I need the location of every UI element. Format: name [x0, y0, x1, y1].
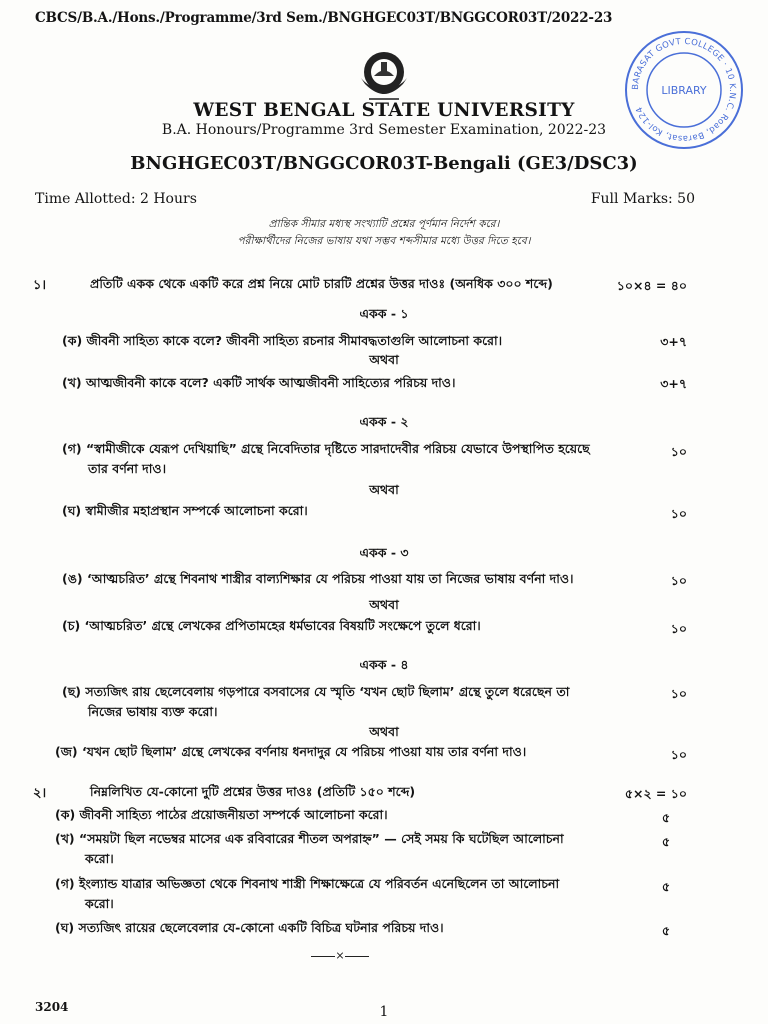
question-1e-marks: ১০ [670, 573, 687, 588]
question-2d-marks: ৫ [661, 923, 670, 938]
question-2b-text-line-2: করো। [85, 851, 114, 866]
question-2-marks: ৫×২ = ১০ [624, 786, 687, 801]
stamp-library-text: LIBRARY [661, 84, 707, 97]
question-2d-text: (ঘ) সত্যজিৎ রায়ের ছেলেবেলার যে-কোনো একটি বিচিত্র ঘটনার পরিচয় দাও। [55, 920, 444, 935]
time-allotted: Time Allotted: 2 Hours [35, 191, 197, 207]
course-code: CBCS/B.A./Hons./Programme/3rd Sem./BNGHGEC03T/BNGGCOR03T/2022-23 [35, 10, 613, 26]
question-1a-marks: ৩+৭ [660, 334, 687, 349]
question-1h-text: (জ) ‘যখন ছোট ছিলাম’ গ্রন্থে লেখকের বর্ণনায় ধনদাদুর যে পরিচয় পাওয়া যায় তার বর্ণনা দাও। [55, 744, 527, 759]
question-1b-text: (খ) আত্মজীবনী কাকে বলে? একটি সার্থক আত্মজীবনী সাহিত্যের পরিচয় দাও। [62, 375, 456, 390]
question-2b-text-line-1: (খ) “সময়টা ছিল নভেম্বর মাসের এক রবিবারের শীতল অপরাহ্ন” — সেই সময় কি ঘটেছিল আলোচনা [55, 831, 564, 846]
unit-3-title: একক - ৩ [359, 545, 409, 560]
instruction-line-1: প্রান্তিক সীমার মধ্যস্থ সংখ্যাটি প্রশ্নের পূর্ণমান নির্দেশ করে। [268, 218, 500, 230]
question-1b-marks: ৩+৭ [660, 376, 687, 391]
footer-code: 3204 [35, 1000, 69, 1014]
page-number: 1 [379, 1004, 389, 1020]
or-label: অথবা [369, 352, 399, 367]
stamp-ring-text: BARASAT GOVT COLLEGE · 10 K.N.C. Road, Barasat, Kol-124 [630, 36, 738, 144]
question-1h-marks: ১০ [670, 747, 687, 762]
question-2a-text: (ক) জীবনী সাহিত্য পাঠের প্রয়োজনীয়তা সম্পর্কে আলোচনা করো। [55, 807, 388, 822]
question-1g-text-line-1: (ছ) সত্যজিৎ রায় ছেলেবেলায় গড়পারে বসবাসের যে স্মৃতি ‘যখন ছোট ছিলাম’ গ্রন্থে তুলে ধরেছেন তা [62, 684, 570, 699]
question-1g-marks: ১০ [670, 686, 687, 701]
question-1e-text: (ঙ) ‘আত্মচরিত’ গ্রন্থে শিবনাথ শাস্ত্রীর বাল্যশিক্ষার যে পরিচয় পাওয়া যায় তা নিজের ভাষায় বর্ণনা দাও। [62, 571, 574, 586]
end-mark-symbol: × [335, 949, 345, 962]
university-name: WEST BENGAL STATE UNIVERSITY [193, 100, 575, 121]
question-2a-marks: ৫ [661, 810, 670, 825]
question-1f-text: (চ) ‘আত্মচরিত’ গ্রন্থে লেখকের প্রপিতামহের ধর্মভাবের বিষয়টি সংক্ষেপে তুলে ধরো। [62, 618, 481, 633]
question-1c-text-line-2: তার বর্ণনা দাও। [88, 461, 167, 476]
unit-2-title: একক - ২ [359, 414, 409, 429]
full-marks: Full Marks: 50 [590, 191, 695, 207]
question-2c-text-line-1: (গ) ইংল্যান্ড যাত্রার অভিজ্ঞতা থেকে শিবনাথ শাস্ত্রী শিক্ষাক্ষেত্রে যে পরিবর্তন এনেছিলেন তা আলোচনা [55, 876, 560, 891]
end-mark-line-left [311, 956, 335, 957]
exam-title: B.A. Honours/Programme 3rd Semester Examination, 2022-23 [161, 122, 607, 138]
question-1c-marks: ১০ [670, 444, 687, 459]
or-label: অথবা [369, 482, 399, 497]
question-2-text: নিম্নলিখিত যে-কোনো দুটি প্রশ্নের উত্তর দাওঃ (প্রতিটি ১৫০ শব্দে) [90, 784, 416, 799]
unit-4-title: একক - ৪ [359, 657, 409, 672]
question-1f-marks: ১০ [670, 621, 687, 636]
end-mark-line-right [345, 956, 369, 957]
end-of-paper-mark [300, 949, 380, 962]
instruction-line-2: পরীক্ষার্থীদের নিজের ভাষায় যথা সম্ভব শব্দসীমার মধ্যে উত্তর দিতে হবে। [237, 235, 531, 247]
question-1a-text: (ক) জীবনী সাহিত্য কাকে বলে? জীবনী সাহিত্য রচনার সীমাবদ্ধতাগুলি আলোচনা করো। [62, 333, 503, 348]
university-logo [353, 45, 415, 107]
question-1-text: প্রতিটি একক থেকে একটি করে প্রশ্ন নিয়ে মোট চারটি প্রশ্নের উত্তর দাওঃ (অনধিক ৩০০ শব্দে) [90, 276, 553, 291]
question-2-number: ২। [33, 786, 47, 801]
question-2b-marks: ৫ [661, 834, 670, 849]
question-1d-text: (ঘ) স্বামীজীর মহাপ্রস্থান সম্পর্কে আলোচনা করো। [62, 503, 308, 518]
question-1-number: ১। [33, 278, 47, 293]
paper-title: BNGHGEC03T/BNGGCOR03T-Bengali (GE3/DSC3) [130, 153, 638, 174]
question-1g-text-line-2: নিজের ভাষায় ব্যক্ত করো। [88, 704, 218, 719]
question-2c-marks: ৫ [661, 879, 670, 894]
or-label: অথবা [369, 597, 399, 612]
question-1-marks: ১০×৪ = ৪০ [616, 278, 687, 293]
question-1c-text-line-1: (গ) “স্বামীজীকে যেরূপ দেখিয়াছি” গ্রন্থে নিবেদিতার দৃষ্টিতে সারদাদেবীর পরিচয় যেভাবে উপস্থাপিত হয়েছে [62, 441, 590, 456]
question-1d-marks: ১০ [670, 506, 687, 521]
or-label: অথবা [369, 724, 399, 739]
unit-1-title: একক - ১ [359, 306, 409, 321]
question-2c-text-line-2: করো। [85, 896, 114, 911]
